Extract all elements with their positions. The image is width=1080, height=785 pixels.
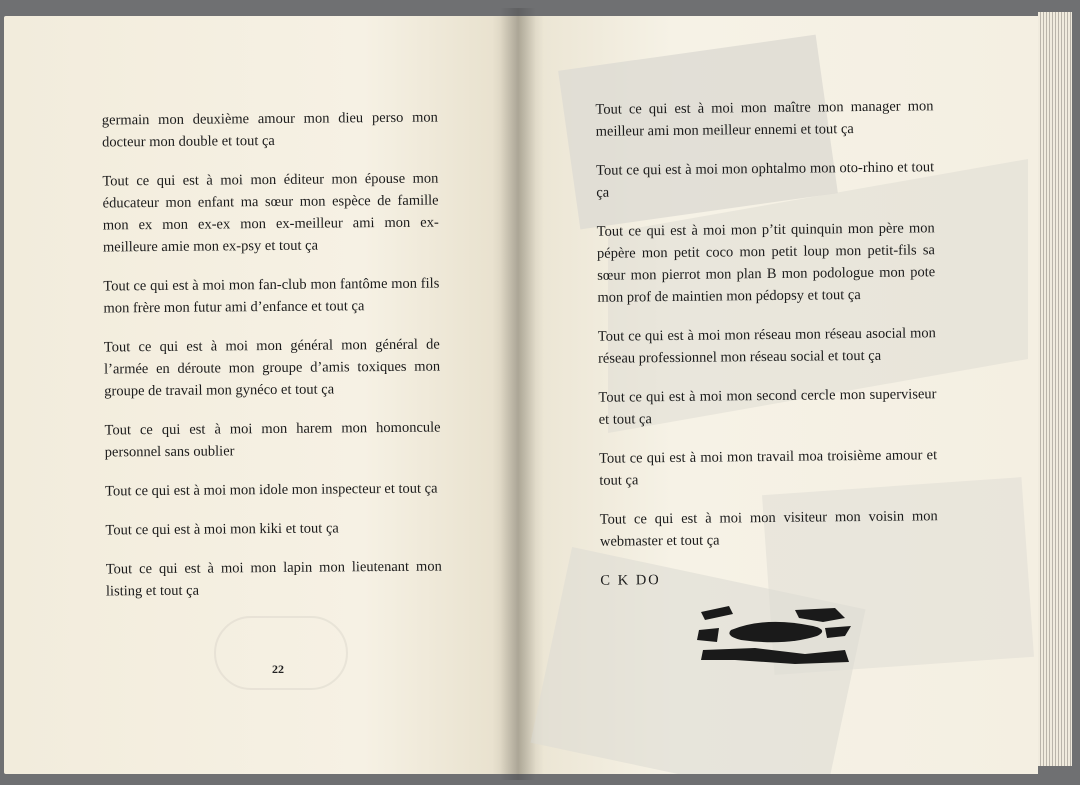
paragraph: Tout ce qui est à moi mon harem mon homoncule personnel sans oublier	[104, 419, 441, 461]
signature: C K DO	[600, 572, 661, 589]
paragraph: germain mon deuxième amour mon dieu perso mon docteur mon double et tout ça	[101, 109, 438, 151]
paragraph: Tout ce qui est à moi mon travail moa troisième amour et tout ça	[599, 447, 938, 489]
paragraph: Tout ce qui est à moi mon kiki et tout ça	[105, 520, 339, 539]
paragraph: Tout ce qui est à moi mon ophtalmo mon oto-rhino et tout ça	[596, 159, 935, 201]
paragraph: Tout ce qui est à moi mon visiteur mon voisin mon webmaster et tout ça	[599, 508, 938, 550]
page-number: 22	[272, 662, 284, 676]
paragraph: Tout ce qui est à moi mon maître mon manager mon meilleur ami mon meilleur ennemi et tout ça	[595, 98, 934, 140]
right-page-text	[595, 95, 938, 609]
book-spine	[500, 8, 536, 780]
ink-brush-illustration	[695, 600, 855, 666]
paragraph: Tout ce qui est à moi mon p’tit quinquin mon père mon pépère mon petit coco mon petit loup mon petit-fils sa sœur mon pierrot mon plan B mon podologue mon pote mon prof de maintien mon pédopsy et tout ça	[596, 220, 936, 306]
show-through-illustration	[214, 616, 348, 690]
paragraph: Tout ce qui est à moi mon fan-club mon fantôme mon fils mon frère mon futur ami d’enfance et tout ça	[103, 275, 440, 317]
paragraph: Tout ce qui est à moi mon général mon général de l’armée en déroute mon groupe d’amis toxiques mon groupe de travail mon gynéco et tout ça	[103, 336, 441, 400]
paragraph: Tout ce qui est à moi mon second cercle mon superviseur et tout ça	[598, 386, 937, 428]
paragraph: Tout ce qui est à moi mon réseau mon réseau asocial mon réseau professionnel mon réseau social et tout ça	[597, 325, 936, 367]
paragraph: Tout ce qui est à moi mon éditeur mon épouse mon éducateur mon enfant ma sœur mon espèce de famille mon ex mon ex-ex mon ex-meilleur ami mon ex-meilleure amie mon ex-psy et tout ça	[102, 170, 439, 256]
page-edges	[1038, 12, 1072, 766]
paragraph: Tout ce qui est à moi mon lapin mon lieutenant mon listing et tout ça	[105, 558, 442, 600]
paragraph: Tout ce qui est à moi mon idole mon inspecteur et tout ça	[105, 480, 438, 500]
left-page-text	[102, 107, 442, 620]
